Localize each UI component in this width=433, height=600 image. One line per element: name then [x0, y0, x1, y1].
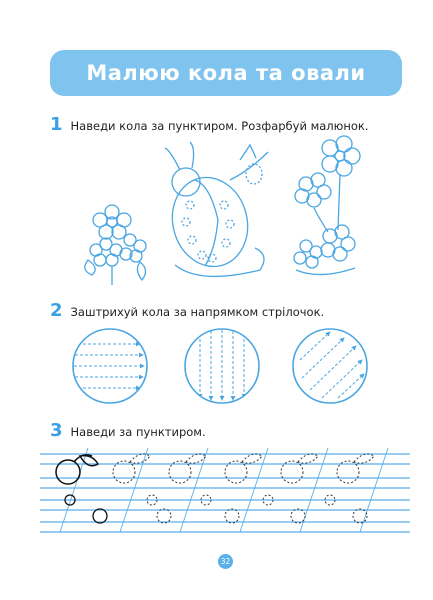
example-apple [56, 455, 98, 484]
page-number-badge: 32 [218, 554, 233, 569]
dotted-circles[interactable] [147, 495, 367, 523]
dotted-apples[interactable] [113, 454, 374, 483]
task-1-number: 1 [50, 114, 63, 135]
task-2-text: Заштрихуй кола за напрямком стрілочок. [70, 305, 325, 319]
page-title: Малюю кола та овали [86, 61, 366, 85]
task-3-number: 3 [50, 420, 63, 441]
task-1-text: Наведи кола за пунктиром. Розфарбуй малюнок. [70, 119, 369, 133]
task-2-number: 2 [50, 300, 63, 321]
task-3-text: Наведи за пунктиром. [70, 425, 206, 439]
